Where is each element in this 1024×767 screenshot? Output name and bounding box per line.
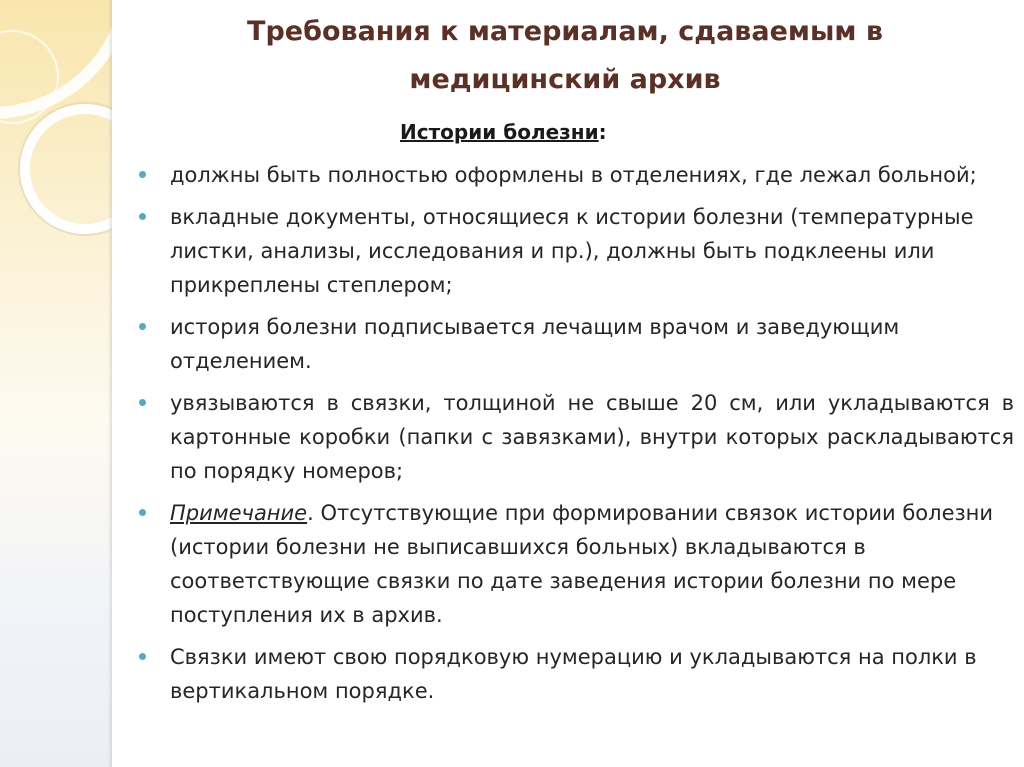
bullet-icon: [139, 509, 146, 516]
section-heading-label: Истории болезни: [400, 120, 599, 144]
decorative-ring: [20, 104, 112, 234]
panel-divider: [108, 0, 112, 767]
list-item: [138, 640, 1014, 708]
list-item-text: вкладные документы, относящиеся к истории болезни (температурные листки, анализы, исследования и пр.), должны быть подклеены или прикреплены степлером;: [170, 205, 974, 297]
list-item: [138, 200, 1014, 302]
list-item-text: . Отсутствующие при формировании связок истории болезни (истории болезни не выписавшихся больных) вкладываются в соответствующие связки по дате заведения истории болезни по мере поступления их в архив.: [170, 501, 994, 627]
section-heading: [400, 118, 607, 146]
list-item-text: Связки имеют свою порядковую нумерацию и укладываются на полки в вертикальном порядке.: [170, 645, 977, 703]
bullet-icon: [139, 323, 146, 330]
decorative-side-panel: [0, 0, 112, 767]
requirements-list: [138, 158, 1014, 716]
bullet-icon: [139, 653, 146, 660]
list-item-text: должны быть полностью оформлены в отделениях, где лежал больной;: [170, 163, 977, 187]
note-label: Примечание: [170, 501, 308, 525]
list-item-note: [138, 496, 1014, 632]
bullet-icon: [139, 213, 146, 220]
bullet-icon: [139, 399, 146, 406]
bullet-icon: [139, 171, 146, 178]
list-item-text: история болезни подписывается лечащим врачом и заведующим отделением.: [170, 315, 900, 373]
list-item-text: увязываются в связки, толщиной не свыше 20 см, или укладываются в картонные коробки (папки с завязками), внутри которых раскладываются по порядку номеров;: [170, 391, 1014, 483]
list-item: [138, 386, 1014, 488]
list-item: [138, 158, 1014, 192]
list-item: [138, 310, 1014, 378]
section-heading-colon: :: [598, 120, 607, 144]
slide-title: Требования к материалам, сдаваемым в медицинский архив: [247, 16, 883, 95]
